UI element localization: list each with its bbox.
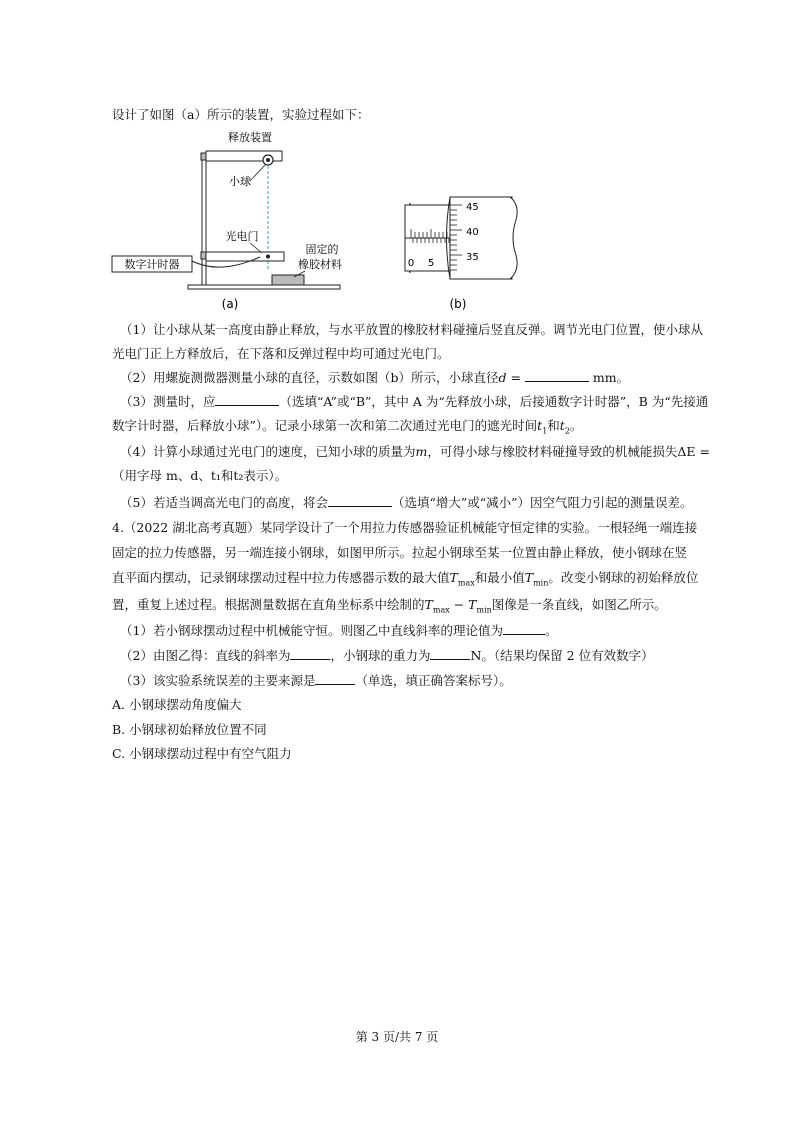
q3-step4: （4）计算小球通过光电门的速度，已知小球的质量为m，可得小球与橡胶材料碰撞导致的机械能损失ΔE = [120,444,710,459]
slope-theory-blank[interactable] [503,622,545,635]
q4-part1: （1）若小钢球摆动过程中机械能守恒。则图乙中直线斜率的理论值为 。 [120,623,558,638]
apparatus-figures [100,125,540,325]
option-c: C. 小钢球摆动过程中有空气阻力 [112,746,292,761]
error-source-blank[interactable] [315,672,355,685]
q3-step3: （3）测量时，应 （选填“A”或“B”，其中 A 为“先释放小球，后接通数字计时器”，B 为“先接通 [120,394,709,409]
diameter-blank[interactable] [525,369,589,382]
svg-text:(b): (b) [449,297,467,311]
svg-text:(a): (a) [221,297,239,311]
svg-text:释放装置: 释放装置 [228,131,272,144]
q3-step3b: 数字计时器，后释放小球”）。记录小球第一次和第二次通过光电门的遮光时间$t_1$和$t_2$。 [112,418,583,436]
q3-step5: （5）若适当调高光电门的高度，将会 （选填“增大”或“减小”）因空气阻力引起的测量误差。 [120,495,693,510]
q3-step2: （2）用螺旋测微器测量小球的直径，示数如图（b）所示，小球直径d = mm。 [120,370,630,385]
svg-text:小球: 小球 [229,175,251,188]
svg-text:光电门: 光电门 [225,230,259,243]
intro-text: 设计了如图（a）所示的装置，实验过程如下： [112,107,370,122]
q4-header4: 置，重复上述过程。根据测量数据在直角坐标系中绘制的$T_{max} - T_{min}$图像是一条直线，如图乙所示。 [112,597,667,615]
page-footer: 第 3 页/共 7 页 [355,1030,439,1044]
svg-text:固定的: 固定的 [305,243,339,256]
thimble [450,197,512,279]
svg-text:橡胶材料: 橡胶材料 [298,258,342,271]
svg-text:40: 40 [466,227,479,238]
q4-header3: 直平面内摆动，记录钢球摆动过程中拉力传感器示数的最大值$T_{max}$和最小值$T_{min}$。改变小钢球的初始释放位 [112,570,699,588]
q3-step1b: 光电门正上方释放后，在下落和反弹过程中均可通过光电门。 [112,346,450,361]
option-b: B. 小钢球初始释放位置不同 [112,722,267,737]
svg-text:0: 0 [407,258,415,269]
svg-text:5: 5 [427,258,435,269]
option-a: A. 小钢球摆动角度偏大 [112,697,242,712]
order-blank[interactable] [215,393,279,406]
svg-text:数字计时器: 数字计时器 [124,258,180,271]
photogate [206,252,284,261]
q4-part3: （3）该实验系统误差的主要来源是 （单选，填正确答案标号）。 [120,673,512,688]
figure-b-micrometer [405,197,517,311]
q4-part2: （2）由图乙得：直线的斜率为 ，小钢球的重力为 N。（结果均保留 2 位有效数字） [120,648,654,663]
figure-a [112,130,342,311]
gravity-blank[interactable] [430,647,470,660]
q3-step4b: （用字母 m、d、t₁和t₂表示）。 [112,468,288,483]
q3-step1a: （1）让小球从某一高度由静止释放，与水平放置的橡胶材料碰撞后竖直反弹。调节光电门位置，使小球从 [120,322,703,337]
rubber-pad [272,275,304,285]
q4-header2: 固定的拉力传感器，另一端连接小钢球，如图甲所示。拉起小钢球至某一位置由静止释放，使小钢球在竖 [112,545,688,560]
svg-text:45: 45 [466,202,479,213]
slope-blank[interactable] [290,647,330,660]
base-plate [188,285,340,289]
svg-text:35: 35 [466,252,479,263]
error-blank[interactable] [328,494,392,507]
q4-header1: 4.（2022 湖北高考真题）某同学设计了一个用拉力传感器验证机械能守恒定律的实验。一根轻绳一端连接 [112,520,698,535]
